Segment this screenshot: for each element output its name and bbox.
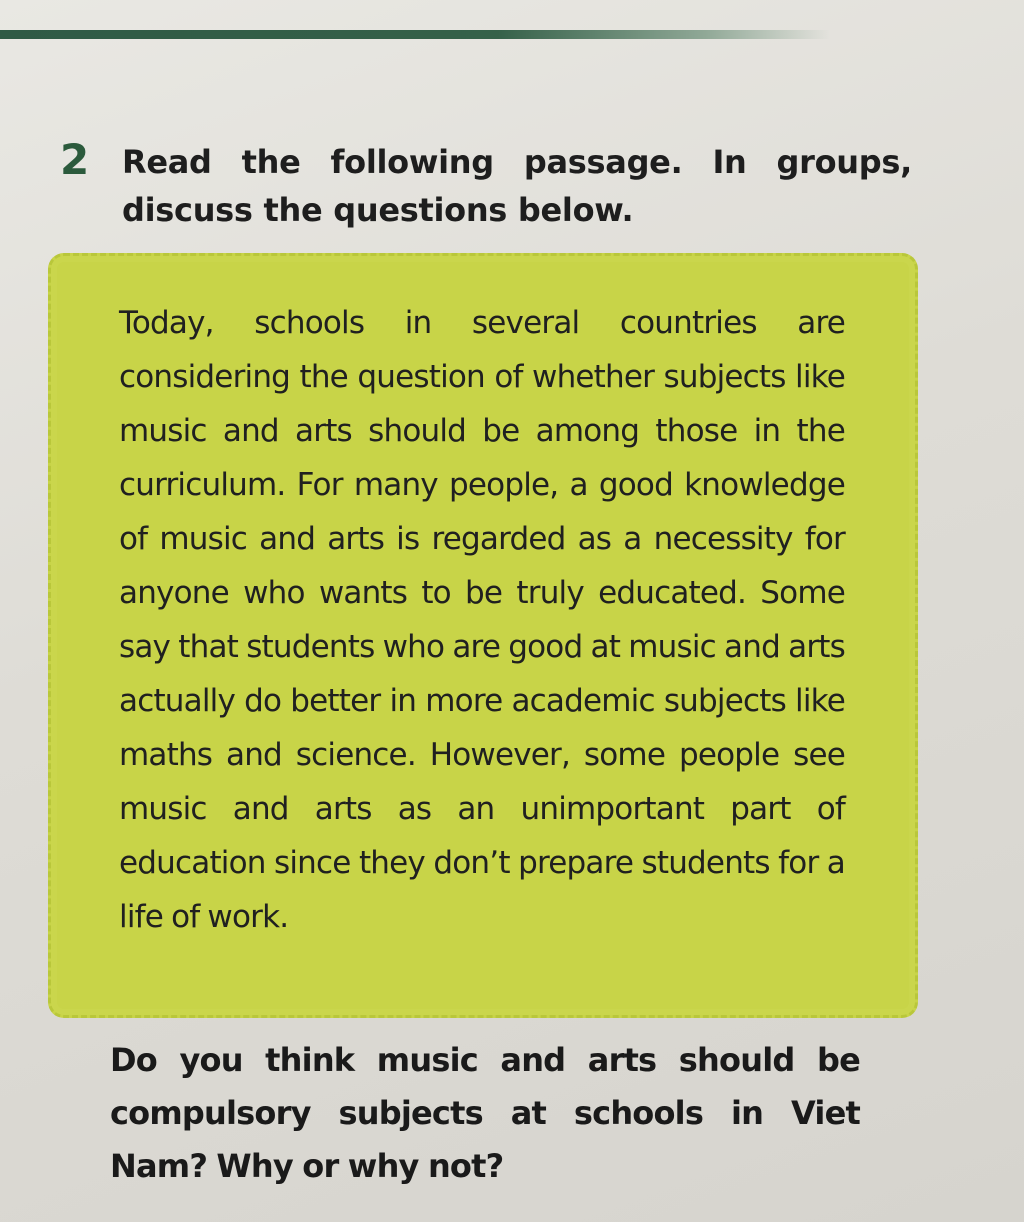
exercise-number: 2: [60, 135, 90, 184]
passage-box: [48, 253, 918, 1018]
header-rule: [0, 30, 830, 39]
exercise-instruction: Read the following passage. In groups, discuss the questions below.: [122, 143, 912, 229]
passage-text: Today, schools in several countries are considering the question of whether subjects like music and arts should be among those in the curriculum. For many people, a good knowledge of music and arts is regarded as a necessity for anyone who wants to be truly educated. Some say that students who are good at music and arts actually do better in more academic subjects like maths and science. However, some people see music and arts as an unimportant part of education since they don’t prepare students for a life of work.: [119, 305, 845, 935]
discussion-question: Do you think music and arts should be compulsory subjects at schools in Viet Nam? Why or why not?: [110, 1041, 860, 1185]
